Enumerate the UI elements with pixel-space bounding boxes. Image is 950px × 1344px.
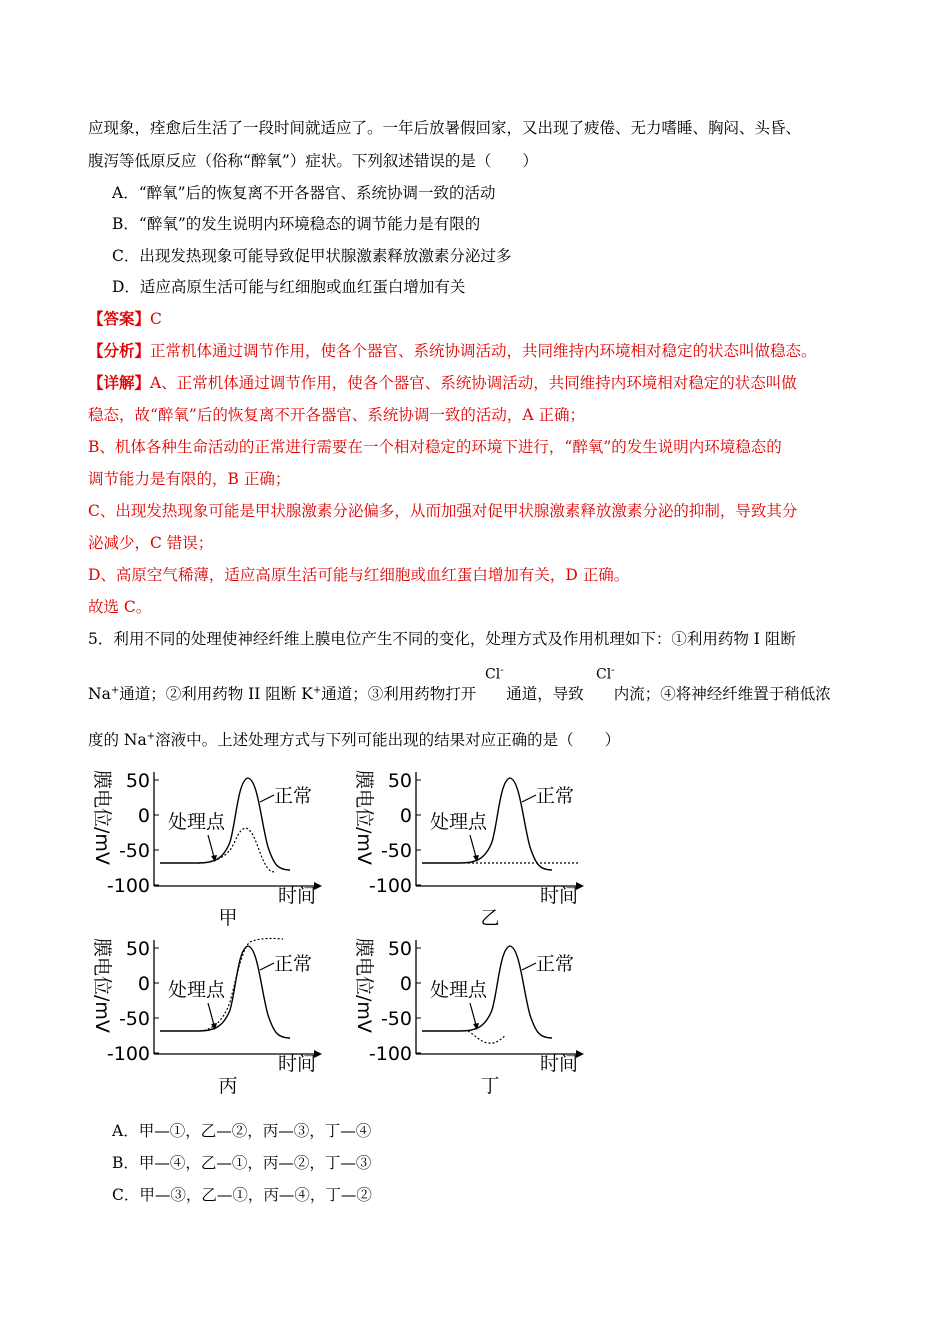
q4-option-b: B．“醉氧”的发生说明内环境稳态的调节能力是有限的 [112, 215, 481, 233]
q4-detail-line3: B、机体各种生命活动的正常进行需要在一个相对稳定的环境下进行，“醉氧”的发生说明内环境稳态的 [88, 438, 782, 456]
tick-label: 50 [125, 770, 150, 792]
treatment-arrow-line [470, 1003, 476, 1025]
membrane-potential-chart [78, 930, 338, 1100]
treatment-point-label: 处理点 [430, 811, 488, 833]
detail-tag: 【详解】 [88, 373, 151, 392]
stem-segment-c: 通道；③利用药物打开 [321, 685, 477, 704]
x-axis-label: 时间 [540, 885, 579, 907]
tick-label: 0 [137, 973, 150, 995]
x-axis-label: 时间 [278, 1053, 317, 1075]
answer-tag: 【答案】 [88, 309, 151, 328]
detail-text-1: A、正常机体通过调节作用，使各个器官、系统协调活动，共同维持内环境相对稳定的状态叫做 [150, 374, 797, 392]
treatment-arrow-line [208, 1003, 214, 1025]
tick-label: -50 [118, 1008, 150, 1030]
treated-curve [198, 828, 274, 872]
q4-analysis [88, 340, 817, 362]
q5-option-b: B．甲—④，乙—①，丙—②，丁—③ [112, 1154, 372, 1172]
membrane-potential-chart [78, 762, 338, 932]
tick-label: -100 [106, 875, 150, 897]
normal-label-line [522, 795, 536, 802]
q4-detail-line5: C、出现发热现象可能是甲状腺激素分泌偏多，从而加强对促甲状腺激素释放激素分泌的抑制，导致其分 [88, 502, 798, 520]
figure-panel-3 [78, 930, 338, 1100]
q4-detail-line8: 故选 C。 [88, 598, 152, 616]
treatment-point-label: 处理点 [430, 979, 488, 1001]
treatment-arrow-line [470, 835, 476, 857]
y-axis-label: 膜电位/mV [91, 770, 113, 865]
answer-value: C [150, 310, 162, 328]
q5-stem-line1: 5．利用不同的处理使神经纤维上膜电位产生不同的变化，处理方式及作用机理如下：①利用药物 I 阻断 [88, 630, 796, 648]
q4-answer [88, 308, 162, 330]
cl-ion-2 [596, 665, 615, 683]
q4-option-c: C．出现发热现象可能导致促甲状腺激素释放激素分泌过多 [112, 247, 512, 265]
cl-superscript-2: - [611, 665, 615, 676]
q5-option-a: A．甲—①，乙—②，丙—③，丁—④ [112, 1122, 372, 1140]
q4-option-a: A．“醉氧”后的恢复离不开各器官、系统协调一致的活动 [112, 184, 496, 202]
membrane-potential-chart [340, 762, 600, 932]
tick-label: 0 [399, 973, 412, 995]
stem-line3-a: 度的 Na [88, 731, 147, 750]
y-axis-label: 膜电位/mV [353, 770, 375, 865]
membrane-potential-chart [340, 930, 600, 1100]
tick-label: -50 [118, 840, 150, 862]
na-superscript-2: + [146, 731, 156, 742]
panel-label: 乙 [480, 907, 500, 929]
cl-text-2: Cl [596, 666, 612, 683]
analysis-tag: 【分析】 [88, 341, 151, 360]
normal-label-line [522, 963, 536, 970]
normal-label: 正常 [536, 953, 575, 975]
normal-label: 正常 [536, 785, 575, 807]
normal-label-line [260, 963, 274, 970]
panel-label: 丙 [218, 1075, 238, 1097]
treatment-arrow-line [208, 835, 214, 857]
figure-panel-1 [78, 762, 338, 932]
normal-label: 正常 [274, 953, 313, 975]
tick-label: -100 [368, 1043, 412, 1065]
treatment-point-label: 处理点 [168, 811, 226, 833]
q4-detail-line4: 调节能力是有限的，B 正确； [88, 470, 291, 488]
tick-label: 0 [399, 805, 412, 827]
na-text: Na [88, 685, 111, 704]
treatment-point-label: 处理点 [168, 979, 226, 1001]
q4-detail-line2: 稳态，故“醉氧”后的恢复离不开各器官、系统协调一致的活动，A 正确； [88, 406, 585, 424]
stem-segment-e: 内流；④将神经纤维置于稍低浓 [613, 685, 831, 704]
normal-label: 正常 [274, 785, 313, 807]
cl-superscript-1: - [500, 665, 504, 676]
figure-panel-4 [340, 930, 600, 1100]
q4-option-d: D．适应高原生活可能与红细胞或血红蛋白增加有关 [112, 278, 466, 296]
tick-label: 50 [387, 938, 412, 960]
panel-label: 丁 [480, 1075, 500, 1097]
y-axis-label: 膜电位/mV [353, 938, 375, 1033]
figure-panel-2 [340, 762, 600, 932]
x-axis-label: 时间 [278, 885, 317, 907]
stem-segment-d: 通道，导致 [506, 685, 584, 704]
analysis-text: 正常机体通过调节作用，使各个器官、系统协调活动，共同维持内环境相对稳定的状态叫做稳态。 [150, 342, 817, 360]
tick-label: -50 [380, 840, 412, 862]
y-axis-label: 膜电位/mV [91, 938, 113, 1033]
q4-stem-line1: 应现象，痊愈后生活了一段时间就适应了。一年后放暑假回家，又出现了疲倦、无力嗜睡、胸闷、头昏、 [88, 119, 802, 137]
stem-segment-b: 通道；②利用药物 II 阻断 K [119, 685, 313, 704]
cl-ion-1 [485, 665, 504, 683]
tick-label: 0 [137, 805, 150, 827]
q5-stem-line2 [88, 680, 831, 705]
panel-label: 甲 [218, 907, 238, 929]
x-axis-label: 时间 [540, 1053, 579, 1075]
normal-label-line [260, 795, 274, 802]
k-superscript: + [312, 685, 322, 696]
tick-label: -100 [368, 875, 412, 897]
cl-text-1: Cl [485, 666, 501, 683]
tick-label: 50 [125, 938, 150, 960]
q4-detail-line1 [88, 372, 797, 394]
q4-detail-line6: 泌减少，C 错误； [88, 534, 214, 552]
tick-label: 50 [387, 770, 412, 792]
tick-label: -100 [106, 1043, 150, 1065]
stem-line3-b: 溶液中。上述处理方式与下列可能出现的结果对应正确的是（ ） [155, 731, 621, 750]
q5-stem-line3 [88, 726, 620, 751]
q5-option-c: C．甲—③，乙—①，丙—④，丁—② [112, 1186, 372, 1204]
treated-curve [468, 1031, 506, 1043]
q4-stem-line2: 腹泻等低原反应（俗称“醉氧”）症状。下列叙述错误的是（ ） [88, 152, 538, 170]
q4-detail-line7: D、高原空气稀薄，适应高原生活可能与红细胞或血红蛋白增加有关，D 正确。 [88, 566, 630, 584]
tick-label: -50 [380, 1008, 412, 1030]
na-superscript: + [110, 685, 120, 696]
